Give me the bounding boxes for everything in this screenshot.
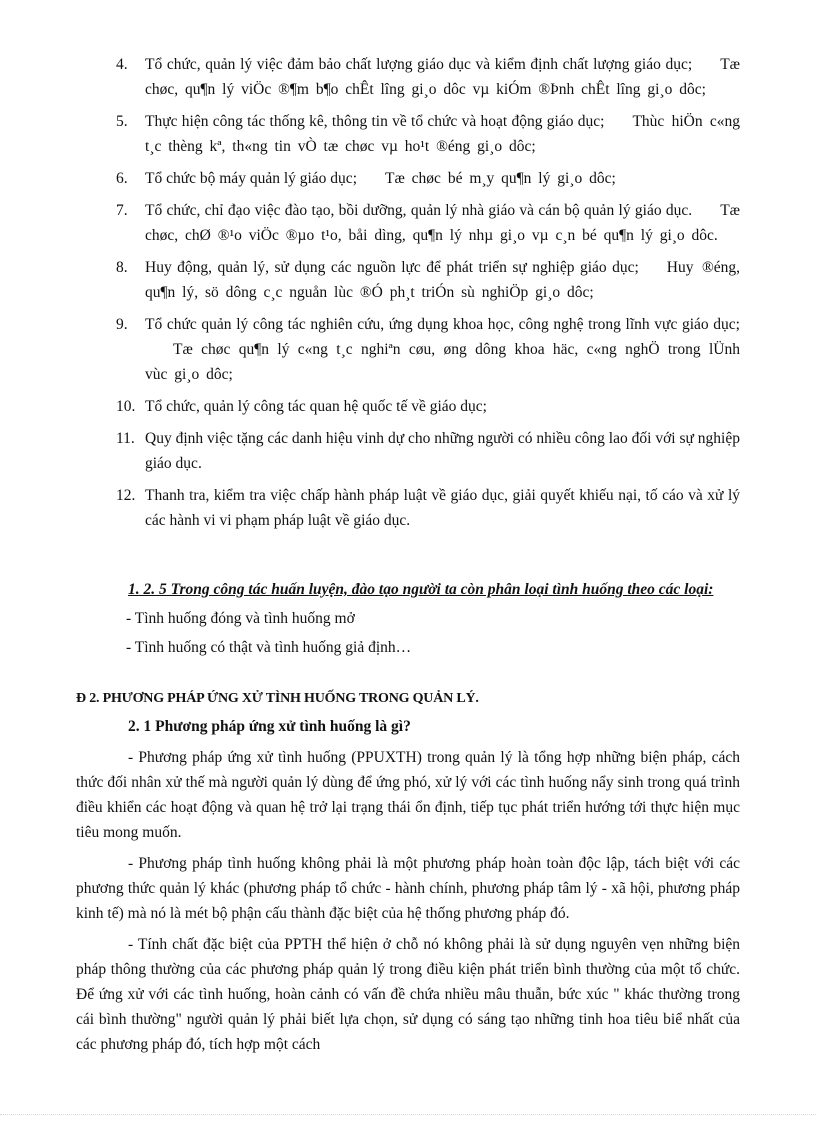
list-item-number: 9.: [116, 316, 128, 333]
paragraph: - Phương pháp tình huống không phải là một phương pháp hoàn toàn độc lập, tách biệt với các phương thức quản lý khác (phương pháp tổ chức - hành chính, phương pháp tâm lý - xã hội, phương pháp kinh tế) mà nó là mét bộ phận cấu thành đặc biệt của hệ thống phương pháp đó.: [76, 855, 740, 922]
paragraph: - Phương pháp ứng xử tình huống (PPUXTH) trong quản lý là tổng hợp những biện pháp, cách thức đối nhân xử thế mà người quản lý dùng để ứng phó, xử lý với các tình huống nẩy sinh trong quá trình điều khiển các hoạt động và quan hệ trở lại trạng thái ổn định, tiếp tục phát triển hướng tới thực hiện mục tiêu mong muốn.: [76, 749, 740, 841]
section-2: [76, 686, 740, 1057]
chapter-heading: Đ 2. PHƯƠNG PHÁP ỨNG XỬ TÌNH HUỐNG TRONG QUẢN LÝ.: [76, 691, 479, 706]
bullet-item: - Tình huống đóng và tình huống mở: [126, 610, 355, 627]
list-item-legacy-text: Tæ chøc, qu¶n lý viÖc ®¶m b¶o chÊt lîng gi¸o dôc vµ kiÓm ®Þnh chÊt lîng gi¸o dôc;: [145, 56, 740, 98]
list-item-legacy-text: Huy ®éng, qu¶n lý, sö dông c¸c nguån lùc ®Ó ph¸t triÓn sù nghiÖp gi¸o dôc;: [145, 259, 740, 301]
list-item-text: Thanh tra, kiểm tra việc chấp hành pháp luật về giáo dục, giải quyết khiếu nại, tố cáo và xử lý các hành vi vi phạm pháp luật về giáo dục.: [145, 487, 740, 529]
list-item: [116, 109, 740, 159]
list-item: [116, 166, 740, 191]
list-item-text: Huy động, quản lý, sử dụng các nguồn lực để phát triển sự nghiệp giáo dục;: [145, 259, 639, 276]
list-item-text: Quy định việc tặng các danh hiệu vinh dự cho những người có nhiều công lao đối với sự nghiệp giáo dục.: [145, 430, 740, 472]
list-item-text: Tổ chức bộ máy quản lý giáo dục;: [145, 170, 357, 187]
list-item-number: 8.: [116, 259, 128, 276]
section-heading-text: 1. 2. 5 Trong công tác huấn luyện, đào tạo người ta còn phân loại tình huống theo các loại:: [128, 581, 714, 598]
list-item-number: 12.: [116, 487, 136, 504]
list-item: [116, 426, 740, 476]
list-item-number: 6.: [116, 170, 128, 187]
list-item-legacy-text: Thùc hiÖn c«ng t¸c thèng kª, th«ng tin vÒ tæ chøc vµ ho¹t ®éng gi¸o dôc;: [145, 113, 740, 155]
list-item-legacy-text: Tæ chøc bé m¸y qu¶n lý gi¸o dôc;: [385, 170, 616, 187]
list-item-number: 11.: [116, 430, 135, 447]
list-item: [116, 312, 740, 387]
list-item-number: 4.: [116, 56, 128, 73]
section-heading: [76, 577, 740, 602]
list-item-text: Tổ chức, quản lý việc đảm bảo chất lượng giáo dục và kiểm định chất lượng giáo dục;: [145, 56, 693, 73]
section-1-2-5: [76, 577, 740, 660]
list-item: [116, 52, 740, 102]
list-item-text: Tổ chức, chỉ đạo việc đào tạo, bồi dưỡng, quản lý nhà giáo và cán bộ quản lý giáo dục.: [145, 202, 693, 219]
paragraph: - Tính chất đặc biệt của PPTH thể hiện ở chỗ nó không phải là sử dụng nguyên vẹn những biện pháp thông thường của các phương pháp quản lý trong điều kiện phát triển bình thường của một tổ chức. Để ứng xử với các tình huống, hoàn cảnh có vấn đề chứa nhiều mâu thuẫn, bức xúc " khác thường trong cái bình thường" người quản lý phải biết lựa chọn, sử dụng có sáng tạo những tinh hoa tiêu biể nhất của các phương pháp đó, tích hợp một cách: [76, 936, 740, 1053]
list-item-number: 10.: [116, 398, 136, 415]
list-item-legacy-text: Tæ chøc, chØ ®¹o viÖc ®µo t¹o, båi dìng, qu¶n lý nhµ gi¸o vµ c¸n bé qu¶n lý gi¸o dôc.: [145, 202, 740, 244]
list-item-text: Tổ chức quản lý công tác nghiên cứu, ứng dụng khoa học, công nghệ trong lĩnh vực giáo dục;: [145, 316, 740, 333]
list-item: [116, 483, 740, 533]
list-item: [116, 394, 740, 419]
page-bottom-divider: [0, 1114, 816, 1115]
list-item-number: 7.: [116, 202, 128, 219]
list-item: [116, 255, 740, 305]
list-item-text: Thực hiện công tác thống kê, thông tin về tổ chức và hoạt động giáo dục;: [145, 113, 605, 130]
list-item-legacy-text: Tæ chøc qu¶n lý c«ng t¸c nghiªn cøu, øng dông khoa häc, c«ng nghÖ trong lÜnh vùc gi¸o dôc;: [145, 341, 740, 383]
sub-heading: 2. 1 Phương pháp ứng xử tình huống là gì?: [128, 718, 411, 735]
bullet-item: - Tình huống có thật và tình huống giả định…: [126, 639, 412, 656]
list-item-number: 5.: [116, 113, 128, 130]
list-item: [116, 198, 740, 248]
list-item-text: Tổ chức, quản lý công tác quan hệ quốc tế về giáo dục;: [145, 398, 487, 415]
numbered-list: [116, 52, 740, 540]
